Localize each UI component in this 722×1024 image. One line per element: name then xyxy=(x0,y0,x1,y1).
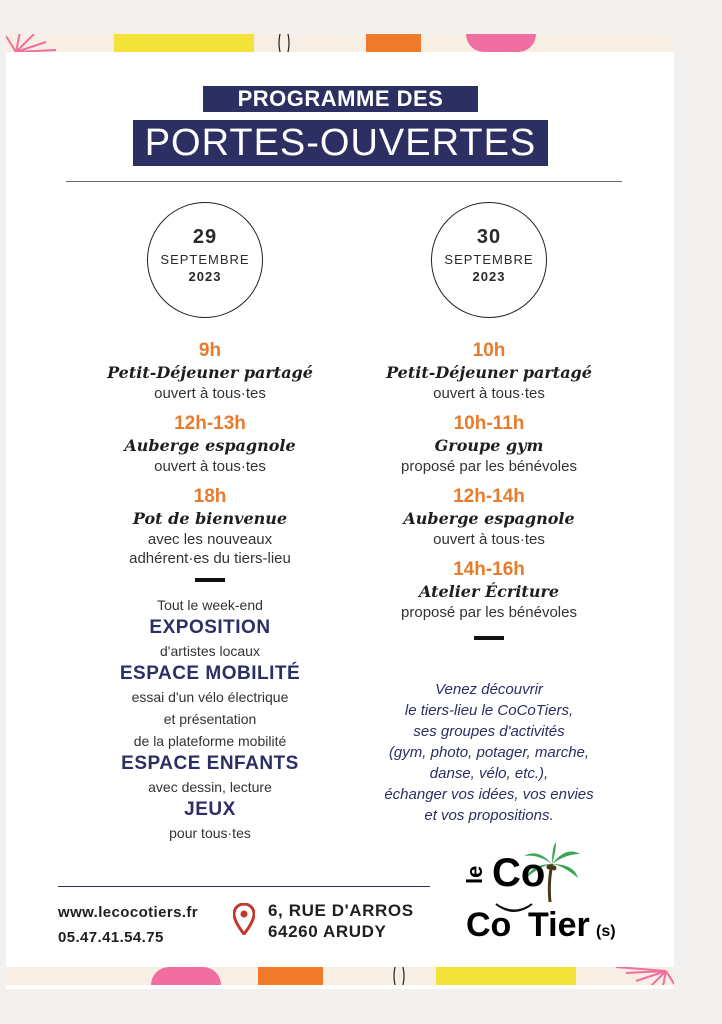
cocotiers-logo-graphic xyxy=(462,842,622,942)
weekend-intro: Tout le week-end xyxy=(157,597,263,613)
date-month: SEPTEMBRE xyxy=(444,252,534,267)
yellow-strip xyxy=(114,34,254,52)
orange-strip xyxy=(366,34,421,52)
event-item xyxy=(60,413,360,476)
event-item xyxy=(60,486,360,568)
exposition-desc: d'artistes locaux xyxy=(160,643,260,659)
event-desc: proposé par les bénévoles xyxy=(401,458,577,475)
date-year: 2023 xyxy=(188,269,222,284)
date-circle-day-2 xyxy=(431,202,547,318)
pink-strip xyxy=(466,34,536,52)
event-name: Auberge espagnole xyxy=(124,436,296,455)
event-item xyxy=(340,340,638,403)
event-desc: ouvert à tous·tes xyxy=(433,531,545,548)
invitation-line: Venez découvrir xyxy=(435,681,543,698)
top-decorative-band xyxy=(6,34,674,52)
event-time: 9h xyxy=(198,340,222,361)
event-time: 10h xyxy=(472,340,506,361)
title-line-1: PROGRAMME DES xyxy=(203,86,478,112)
website-link[interactable]: www.lecocotiers.fr xyxy=(58,904,199,921)
section-dash xyxy=(474,636,504,640)
footer-contact xyxy=(58,902,198,949)
jeux-desc: pour tous·tes xyxy=(169,825,251,841)
event-name: Atelier Écriture xyxy=(418,582,560,601)
event-desc: adhérent·es du tiers-lieu xyxy=(129,550,291,567)
date-day: 29 xyxy=(192,226,218,248)
cocotiers-logo xyxy=(462,842,622,946)
title-line-2: PORTES-OUVERTES xyxy=(133,120,548,166)
event-item xyxy=(60,340,360,403)
sun-rays-icon xyxy=(6,34,76,52)
stroke-marks xyxy=(276,34,296,52)
invitation-line: (gym, photo, potager, marche, xyxy=(388,744,590,761)
day-2-column xyxy=(340,340,638,652)
event-name: Groupe gym xyxy=(434,436,544,455)
mobilite-desc: et présentation xyxy=(163,711,257,727)
orange-strip xyxy=(258,967,323,985)
address-line-1: 6, RUE D'ARROS xyxy=(268,901,414,920)
address xyxy=(268,900,414,942)
event-item xyxy=(340,486,638,549)
event-name: Petit-Déjeuner partagé xyxy=(386,363,592,382)
date-day: 30 xyxy=(476,226,502,248)
event-item xyxy=(340,559,638,622)
enfants-desc: avec dessin, lecture xyxy=(148,779,272,795)
event-name: Petit-Déjeuner partagé xyxy=(107,363,313,382)
date-month: SEPTEMBRE xyxy=(160,252,250,267)
section-dash xyxy=(195,578,225,582)
invitation-line: le tiers-lieu le CoCoTiers, xyxy=(404,702,574,719)
stroke-marks xyxy=(391,967,411,985)
invitation-text xyxy=(350,679,628,826)
logo-le: le xyxy=(462,865,487,884)
event-time: 14h-16h xyxy=(453,559,525,580)
pink-strip xyxy=(151,967,221,985)
weekend-section xyxy=(60,594,360,844)
title-divider xyxy=(66,181,622,182)
invitation-line: échanger vos idées, vos envies xyxy=(384,786,594,803)
sun-rays-icon xyxy=(606,967,674,985)
event-name: Auberge espagnole xyxy=(403,509,575,528)
mobilite-title: ESPACE MOBILITÉ xyxy=(119,663,301,684)
jeux-title: JEUX xyxy=(184,799,236,820)
day-1-column xyxy=(60,340,360,844)
event-time: 18h xyxy=(193,486,227,507)
logo-s: (s) xyxy=(596,923,616,940)
event-desc: ouvert à tous·tes xyxy=(154,458,266,475)
event-desc: ouvert à tous·tes xyxy=(154,385,266,402)
event-item xyxy=(340,413,638,476)
invitation-line: danse, vélo, etc.), xyxy=(429,765,549,782)
event-name: Pot de bienvenue xyxy=(132,509,288,528)
event-time: 12h-13h xyxy=(174,413,246,434)
enfants-title: ESPACE ENFANTS xyxy=(121,753,299,774)
yellow-strip xyxy=(436,967,576,985)
footer-divider xyxy=(58,886,430,887)
invitation-line: ses groupes d'activités xyxy=(413,723,565,740)
event-time: 10h-11h xyxy=(453,413,525,434)
mobilite-desc: essai d'un vélo électrique xyxy=(131,689,289,705)
event-desc: ouvert à tous·tes xyxy=(433,385,545,402)
phone-number: 05.47.41.54.75 xyxy=(58,929,164,946)
event-desc: avec les nouveaux xyxy=(147,531,273,548)
address-line-2: 64260 ARUDY xyxy=(268,922,387,941)
exposition-title: EXPOSITION xyxy=(149,617,271,638)
date-circle-day-1 xyxy=(147,202,263,318)
event-time: 12h-14h xyxy=(453,486,525,507)
logo-tier: Tier xyxy=(528,906,590,942)
logo-co-top: Co xyxy=(492,851,546,895)
event-desc: proposé par les bénévoles xyxy=(401,604,577,621)
location-pin-icon xyxy=(233,903,255,935)
invitation-line: et vos propositions. xyxy=(424,807,554,824)
mobilite-desc: de la plateforme mobilité xyxy=(133,733,287,749)
bottom-decorative-band xyxy=(6,967,674,985)
date-year: 2023 xyxy=(472,269,506,284)
logo-co-bottom: Co xyxy=(466,906,512,942)
